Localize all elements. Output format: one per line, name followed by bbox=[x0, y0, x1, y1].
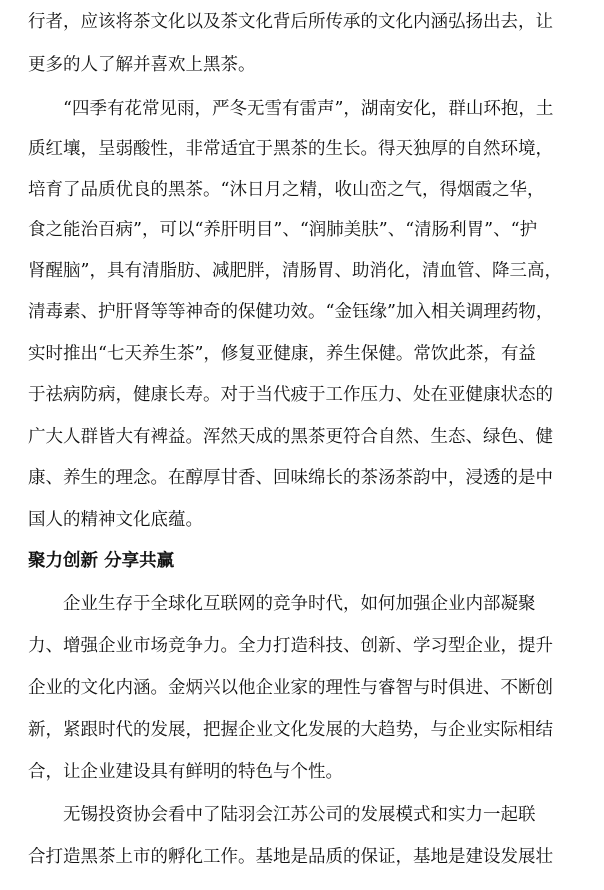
paragraph-4-line-1: 无锡投资协会看中了陆羽会江苏公司的发展模式和实力一起联 bbox=[63, 805, 536, 825]
paragraph-2-line-5: 肾醒脑”，具有清脂肪、减肥胖，清肠胃、助消化，清血管、降三高， bbox=[28, 261, 562, 281]
paragraph-3-line-4: 新，紧跟时代的发展，把握企业文化发展的大趋势，与企业实际相结 bbox=[28, 720, 553, 740]
paragraph-2-line-2: 质红壤，呈弱酸性，非常适宜于黑茶的生长。得天独厚的自然环境， bbox=[28, 139, 553, 159]
paragraph-1-line-2: 更多的人了解并喜欢上黑茶。 bbox=[28, 55, 256, 75]
paragraph-2-line-9: 广大人群皆大有裨益。浑然天成的黑茶更符合自然、生态、绿色、健 bbox=[28, 427, 553, 447]
paragraph-2-line-4: 食之能治百病”，可以“养肝明目”、“润肺美肤”、“清肠利胃”、“护 bbox=[28, 220, 538, 240]
paragraph-3-line-1: 企业生存于全球化互联网的竞争时代，如何加强企业内部凝聚 bbox=[63, 594, 536, 614]
section-heading: 聚力创新 分享共赢 bbox=[28, 551, 175, 571]
paragraph-2-line-11: 国人的精神文化底蕴。 bbox=[28, 510, 203, 530]
paragraph-3-line-2: 力、增强企业市场竞争力。全力打造科技、创新、学习型企业，提升 bbox=[28, 636, 553, 656]
paragraph-2-line-6: 清毒素、护肝肾等等神奇的保健功效。“金钰缘”加入相关调理药物， bbox=[28, 302, 554, 322]
paragraph-2-line-8: 于祛病防病，健康长寿。对于当代疲于工作压力、处在亚健康状态的 bbox=[28, 385, 553, 405]
paragraph-3-line-5: 合，让企业建设具有鲜明的特色与个性。 bbox=[28, 762, 343, 782]
paragraph-4-line-2: 合打造黑茶上市的孵化工作。基地是品质的保证，基地是建设发展壮 bbox=[28, 847, 553, 867]
paragraph-2-line-3: 培育了品质优良的黑茶。“沐日月之精，收山峦之气，得烟霞之华， bbox=[28, 180, 545, 200]
paragraph-2-line-7: 实时推出“七天养生茶”，修复亚健康，养生保健。常饮此茶，有益 bbox=[28, 344, 536, 364]
paragraph-2-line-1: “四季有花常见雨，严冬无雪有雷声”，湖南安化，群山环抱，土 bbox=[63, 99, 554, 119]
paragraph-2-line-10: 康、养生的理念。在醇厚甘香、回味绵长的茶汤茶韵中，浸透的是中 bbox=[28, 468, 553, 488]
paragraph-1-line-1: 行者，应该将茶文化以及茶文化背后所传承的文化内涵弘扬出去，让 bbox=[28, 12, 553, 32]
paragraph-3-line-3: 企业的文化内涵。金炳兴以他企业家的理性与睿智与时俱进、不断创 bbox=[28, 678, 553, 698]
